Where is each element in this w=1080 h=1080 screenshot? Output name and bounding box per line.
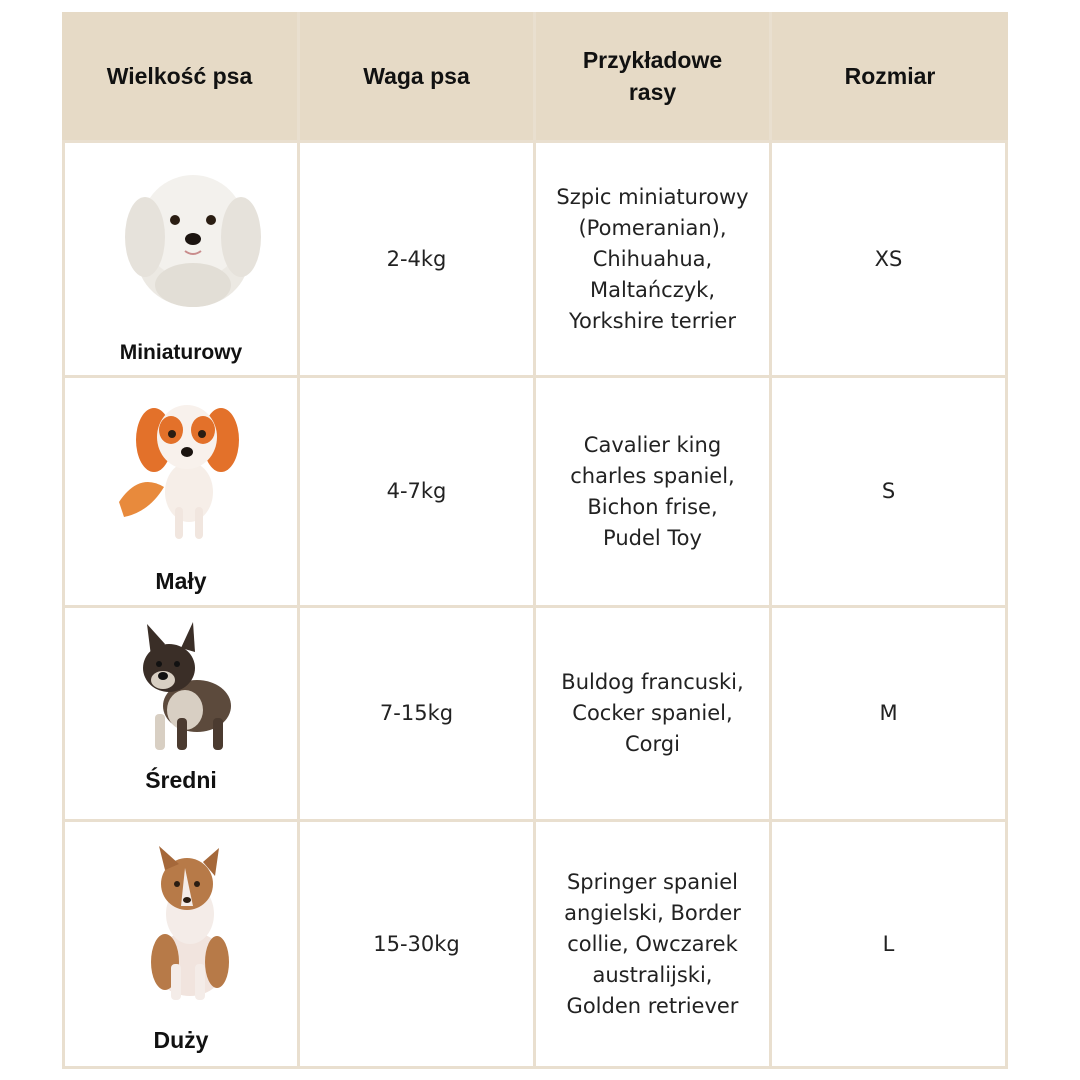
header-fit-size xyxy=(772,12,1008,140)
size-label: Miniaturowy xyxy=(119,341,243,364)
table-row-cell-size xyxy=(65,822,297,1066)
table-row-cell-size xyxy=(65,143,297,375)
table-row-cell-fit: M xyxy=(772,608,1005,819)
cavalier-dog-icon xyxy=(109,392,249,542)
table-row-cell-size xyxy=(65,378,297,605)
table-row-cell-size xyxy=(65,608,297,819)
table-row-cell-weight: 15-30kg xyxy=(300,822,533,1066)
size-label: Średni xyxy=(145,767,217,793)
maltese-dog-icon xyxy=(123,165,263,310)
table-row-cell-fit: XS xyxy=(772,143,1005,375)
header-label: Przykładowe rasy xyxy=(582,47,723,105)
french-bulldog-icon xyxy=(135,618,245,753)
size-label: Duży xyxy=(153,1027,209,1053)
header-example-breeds xyxy=(536,12,769,140)
table-row-cell-breeds: Cavalier king charles spaniel, Bichon frise, Pudel Toy xyxy=(536,378,769,605)
table-row-cell-breeds: Springer spaniel angielski, Border collie, Owczarek australijski, Golden retriever xyxy=(536,822,769,1066)
header-label: Rozmiar xyxy=(844,63,936,89)
border-collie-icon xyxy=(135,844,245,1002)
table-row-cell-breeds: Buldog francuski, Cocker spaniel, Corgi xyxy=(536,608,769,819)
table-row-cell-weight: 7-15kg xyxy=(300,608,533,819)
table-row-cell-fit: L xyxy=(772,822,1005,1066)
table-row-cell-weight: 2-4kg xyxy=(300,143,533,375)
header-label: Wielkość psa xyxy=(106,63,253,89)
header-label: Waga psa xyxy=(363,63,470,89)
header-dog-size xyxy=(62,12,297,140)
table-row-cell-fit: S xyxy=(772,378,1005,605)
header-dog-weight xyxy=(300,12,533,140)
table-row-cell-weight: 4-7kg xyxy=(300,378,533,605)
dog-size-table xyxy=(62,12,1008,1069)
table-row-cell-breeds: Szpic miniaturowy (Pomeranian), Chihuahua, Maltańczyk, Yorkshire terrier xyxy=(536,143,769,375)
size-label: Mały xyxy=(155,568,207,594)
